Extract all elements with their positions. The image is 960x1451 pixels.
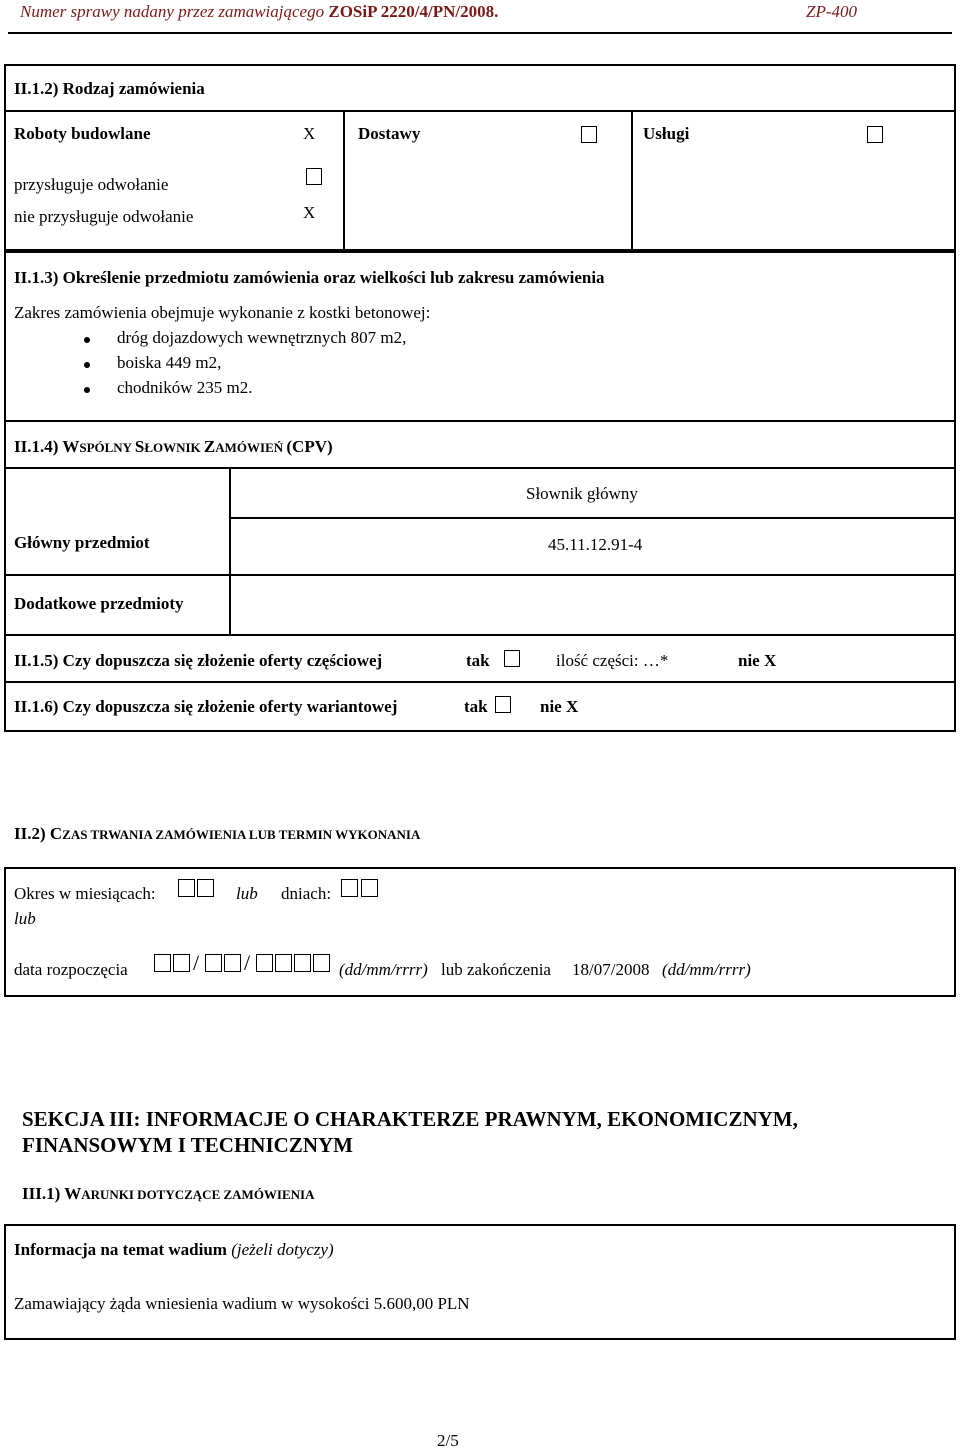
- uslugi-checkbox[interactable]: [867, 126, 883, 143]
- divider: [4, 574, 956, 576]
- divider: [4, 634, 956, 636]
- section-title-III-1: III.1) WARUNKI DOTYCZĄCE ZAMÓWIENIA: [22, 1184, 315, 1203]
- dostawy-checkbox[interactable]: [581, 126, 597, 143]
- wadium-text: Zamawiający żąda wniesienia wadium w wysokości 5.600,00 PLN: [14, 1294, 470, 1313]
- oferta-wariantowa-checkbox[interactable]: [495, 696, 511, 713]
- oferta-czesciowa-question: II.1.5) Czy dopuszcza się złożenie oferty częściowej: [14, 651, 383, 670]
- section-title-II-1-2: II.1.2) Rodzaj zamówienia: [14, 79, 205, 98]
- lub-label: lub: [236, 884, 258, 903]
- scope-item: dróg dojazdowych wewnętrznych 807 m2,: [117, 328, 407, 347]
- month-digit-box[interactable]: [178, 879, 195, 897]
- divider: [229, 467, 231, 635]
- glowny-code: 45.11.12.91-4: [548, 535, 643, 554]
- uslugi-label: Usługi: [643, 124, 690, 143]
- date-digit-box[interactable]: [275, 954, 292, 972]
- date-digit-box[interactable]: [173, 954, 190, 972]
- oferta-wariantowa-tak: tak: [464, 697, 488, 716]
- divider: [4, 681, 956, 683]
- section-III-heading-2: FINANSOWYM I TECHNICZNYM: [22, 1133, 353, 1157]
- header-rule: [8, 32, 952, 34]
- odwolanie-label: przysługuje odwołanie: [14, 175, 169, 194]
- bullet-icon: [84, 337, 90, 343]
- divider: [343, 110, 345, 251]
- oferta-wariantowa-question: II.1.6) Czy dopuszcza się złożenie oferty wariantowej: [14, 697, 398, 716]
- section-III-heading: SEKCJA III: INFORMACJE O CHARAKTERZE PRAWNYM, EKONOMICZNYM,: [22, 1107, 798, 1131]
- date-digit-box[interactable]: [205, 954, 222, 972]
- data-rozpoczecia-label: data rozpoczęcia: [14, 960, 128, 979]
- section-title-II-1-3: II.1.3) Określenie przedmiotu zamówienia oraz wielkości lub zakresu zamówienia: [14, 268, 605, 287]
- date-digit-box[interactable]: [294, 954, 311, 972]
- nie-odwolanie-label: nie przysługuje odwołanie: [14, 207, 194, 226]
- okres-label: Okres w miesiącach:: [14, 884, 156, 903]
- date-format: (dd/mm/rrrr): [662, 960, 751, 979]
- date-digit-box[interactable]: [313, 954, 330, 972]
- oferta-wariantowa-nie[interactable]: nie X: [540, 697, 579, 716]
- date-digit-box[interactable]: [224, 954, 241, 972]
- oferta-czesciowa-tak: tak: [466, 651, 490, 670]
- scope-item: boiska 449 m2,: [117, 353, 222, 372]
- day-digit-box[interactable]: [341, 879, 358, 897]
- divider: [229, 517, 956, 519]
- divider: [4, 420, 956, 422]
- dodatkowe-label: Dodatkowe przedmioty: [14, 594, 184, 613]
- date-digit-box[interactable]: [154, 954, 171, 972]
- page-number: 2/5: [437, 1431, 459, 1450]
- end-date: 18/07/2008: [572, 960, 650, 979]
- slownik-header: Słownik główny: [526, 484, 638, 503]
- day-digit-box[interactable]: [361, 879, 378, 897]
- scope-item: chodników 235 m2.: [117, 378, 253, 397]
- header-label: Numer sprawy nadany przez zamawiającego: [20, 2, 325, 21]
- divider: [4, 110, 956, 112]
- oferta-czesciowa-nie[interactable]: nie X: [738, 651, 777, 670]
- wadium-heading: Informacja na temat wadium (jeżeli dotyczy): [14, 1240, 334, 1259]
- glowny-label: Główny przedmiot: [14, 533, 150, 552]
- dniach-label: dniach:: [281, 884, 332, 903]
- page-header: [20, 2, 940, 22]
- dostawy-label: Dostawy: [358, 124, 421, 143]
- bullet-icon: [84, 387, 90, 393]
- bullet-icon: [84, 362, 90, 368]
- divider: [4, 467, 956, 469]
- form-code: ZP-400: [806, 2, 857, 21]
- oferta-czesciowa-checkbox[interactable]: [504, 650, 520, 667]
- date-slash: /: [244, 950, 251, 975]
- section-title-II-1-4: II.1.4) WSPÓLNY SŁOWNIK ZAMÓWIEŃ (CPV): [14, 437, 333, 456]
- case-number: ZOSiP 2220/4/PN/2008.: [328, 2, 499, 21]
- scope-intro: Zakres zamówienia obejmuje wykonanie z kostki betonowej:: [14, 303, 431, 322]
- ilosc-czesci: ilość części: …*: [556, 651, 669, 670]
- nie-odwolanie-mark[interactable]: X: [303, 203, 316, 222]
- section-title-II-2: II.2) CZAS TRWANIA ZAMÓWIENIA LUB TERMIN WYKONANIA: [14, 824, 421, 843]
- odwolanie-checkbox[interactable]: [306, 168, 322, 185]
- roboty-label: Roboty budowlane: [14, 124, 151, 143]
- lub-zakonczenia-label: lub zakończenia: [441, 960, 551, 979]
- roboty-mark[interactable]: X: [303, 124, 316, 143]
- month-digit-box[interactable]: [197, 879, 214, 897]
- date-digit-box[interactable]: [256, 954, 273, 972]
- date-format: (dd/mm/rrrr): [339, 960, 428, 979]
- divider: [631, 110, 633, 251]
- lub-label: lub: [14, 909, 36, 928]
- date-slash: /: [193, 950, 200, 975]
